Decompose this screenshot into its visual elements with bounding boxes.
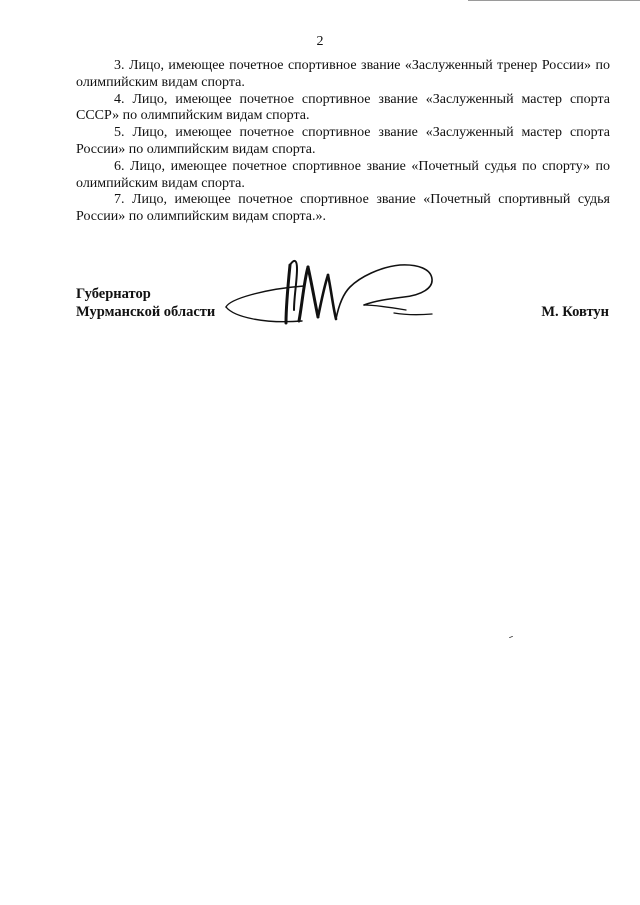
paragraph-item-4: 4. Лицо, имеющее почетное спортивное звание «Заслуженный мастер спорта СССР» по олимпийским видам спорта. <box>76 91 610 124</box>
paragraph-item-7: 7. Лицо, имеющее почетное спортивное звание «Почетный спортивный судья России» по олимпийским видам спорта.». <box>76 192 610 225</box>
paragraph-item-3: 3. Лицо, имеющее почетное спортивное звание «Заслуженный тренер России» по олимпийским видам спорта. <box>76 58 610 90</box>
paragraph-item-6: 6. Лицо, имеющее почетное спортивное звание «Почетный судья по спорту» по олимпийским видам спорта. <box>76 158 610 191</box>
paragraph-item-5: 5. Лицо, имеющее почетное спортивное звание «Заслуженный мастер спорта России» по олимпийским видам спорта. <box>76 125 610 157</box>
document-body <box>76 58 610 226</box>
signatory-title-line1: Губернатор <box>76 286 151 302</box>
signatory-name: М. Ковтун <box>541 304 609 320</box>
handwritten-signature <box>224 255 438 329</box>
top-rule <box>468 0 640 1</box>
stray-mark <box>509 636 513 638</box>
signatory-title-line2: Мурманской области <box>76 304 216 320</box>
page-number: 2 <box>316 34 324 49</box>
signatory-title <box>76 285 215 321</box>
